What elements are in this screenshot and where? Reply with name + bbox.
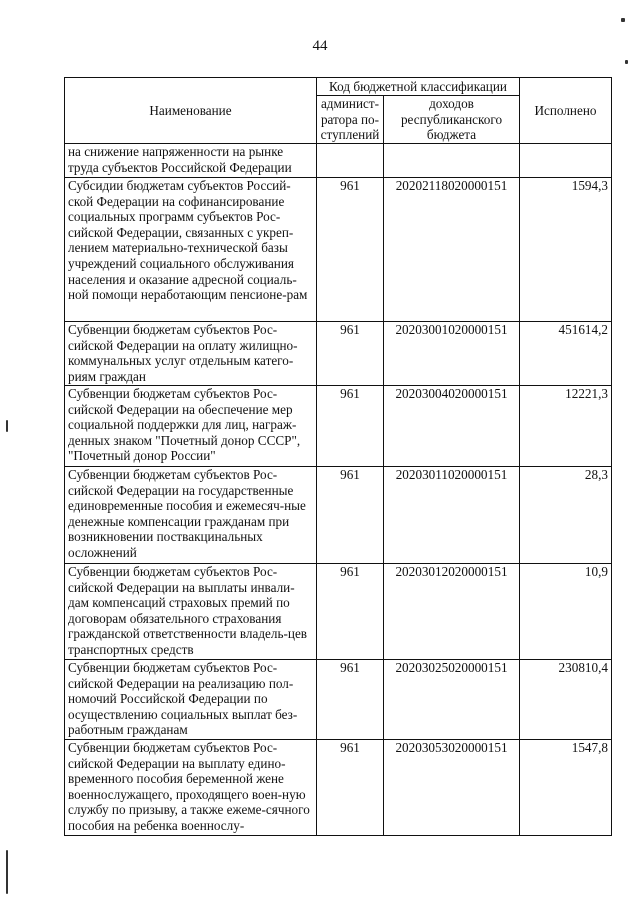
table-row <box>65 386 612 467</box>
row-admin: 961 <box>317 467 384 564</box>
scan-dot-mark <box>625 60 628 64</box>
row-admin: 961 <box>317 178 384 322</box>
row-code: 20202118020000151 <box>384 178 520 322</box>
row-amount: 12221,3 <box>520 386 612 467</box>
row-code: 20203025020000151 <box>384 660 520 740</box>
scan-dot-mark <box>621 18 625 22</box>
header-admin: админист-ратора по-ступлений <box>317 96 384 144</box>
row-admin-empty <box>317 144 384 178</box>
row-amount: 28,3 <box>520 467 612 564</box>
row-name: Субвенции бюджетам субъектов Рос-сийской Федерации на выплаты инвали-дам компенсаций страховых премий по договорам обязательного страхования гражданской ответственности владель-цев транспортных средств <box>65 564 317 660</box>
row-admin: 961 <box>317 660 384 740</box>
budget-table <box>64 77 612 836</box>
row-amount: 451614,2 <box>520 322 612 386</box>
row-amount-empty <box>520 144 612 178</box>
header-budget-code-group: Код бюджетной классификации <box>317 78 520 96</box>
row-code-empty <box>384 144 520 178</box>
row-code: 20203053020000151 <box>384 740 520 836</box>
scan-edge-mark <box>6 850 8 894</box>
row-admin: 961 <box>317 564 384 660</box>
table-row <box>65 322 612 386</box>
header-executed: Исполнено <box>520 78 612 144</box>
row-admin: 961 <box>317 386 384 467</box>
row-name: Субвенции бюджетам субъектов Рос-сийской Федерации на обеспечение мер социальной поддержки для лиц, награж-денных знаком "Почетный донор СССР", "Почетный донор России" <box>65 386 317 467</box>
row-amount: 1547,8 <box>520 740 612 836</box>
row-name: Субвенции бюджетам субъектов Рос-сийской Федерации на оплату жилищно-коммунальных услуг отдельным катего-риям граждан <box>65 322 317 386</box>
row-code: 20203004020000151 <box>384 386 520 467</box>
row-amount: 10,9 <box>520 564 612 660</box>
header-name: Наименование <box>65 78 317 144</box>
row-admin: 961 <box>317 322 384 386</box>
scan-edge-mark <box>6 420 8 432</box>
table-row <box>65 660 612 740</box>
row-name: Субвенции бюджетам субъектов Рос-сийской Федерации на реализацию пол-номочий Российской Федерации по осуществлению социальных выплат без-работным гражданам <box>65 660 317 740</box>
row-code: 20203001020000151 <box>384 322 520 386</box>
table-row <box>65 178 612 322</box>
table-row-continuation <box>65 144 612 178</box>
row-code: 20203012020000151 <box>384 564 520 660</box>
table-row <box>65 564 612 660</box>
table-row <box>65 740 612 836</box>
row-code: 20203011020000151 <box>384 467 520 564</box>
page-number: 44 <box>312 38 328 54</box>
table-row <box>65 467 612 564</box>
row-name: Субвенции бюджетам субъектов Рос-сийской Федерации на государственные единовременные пособия и ежемесяч-ные денежные компенсации гражданам при возникновении поствакцинальных осложнений <box>65 467 317 564</box>
row-admin: 961 <box>317 740 384 836</box>
row-amount: 1594,3 <box>520 178 612 322</box>
row-amount: 230810,4 <box>520 660 612 740</box>
row-name: на снижение напряженности на рынке труда субъектов Российской Федерации <box>65 144 317 178</box>
row-name: Субсидии бюджетам субъектов Россий-ской Федерации на софинансирование социальных программ субъектов Рос-сийской Федерации, связанных с укреп-лением материально-технической базы учреждений социального обслуживания населения и оказание адресной социаль-ной помощи неработающим пенсионе-рам <box>65 178 317 322</box>
header-income: доходов республиканского бюджета <box>384 96 520 144</box>
row-name: Субвенции бюджетам субъектов Рос-сийской Федерации на выплату едино-временного пособия беременной жене военнослужащего, проходящего воен-ную службу по призыву, а также ежеме-сячного пособия на ребенка военнослу- <box>65 740 317 836</box>
